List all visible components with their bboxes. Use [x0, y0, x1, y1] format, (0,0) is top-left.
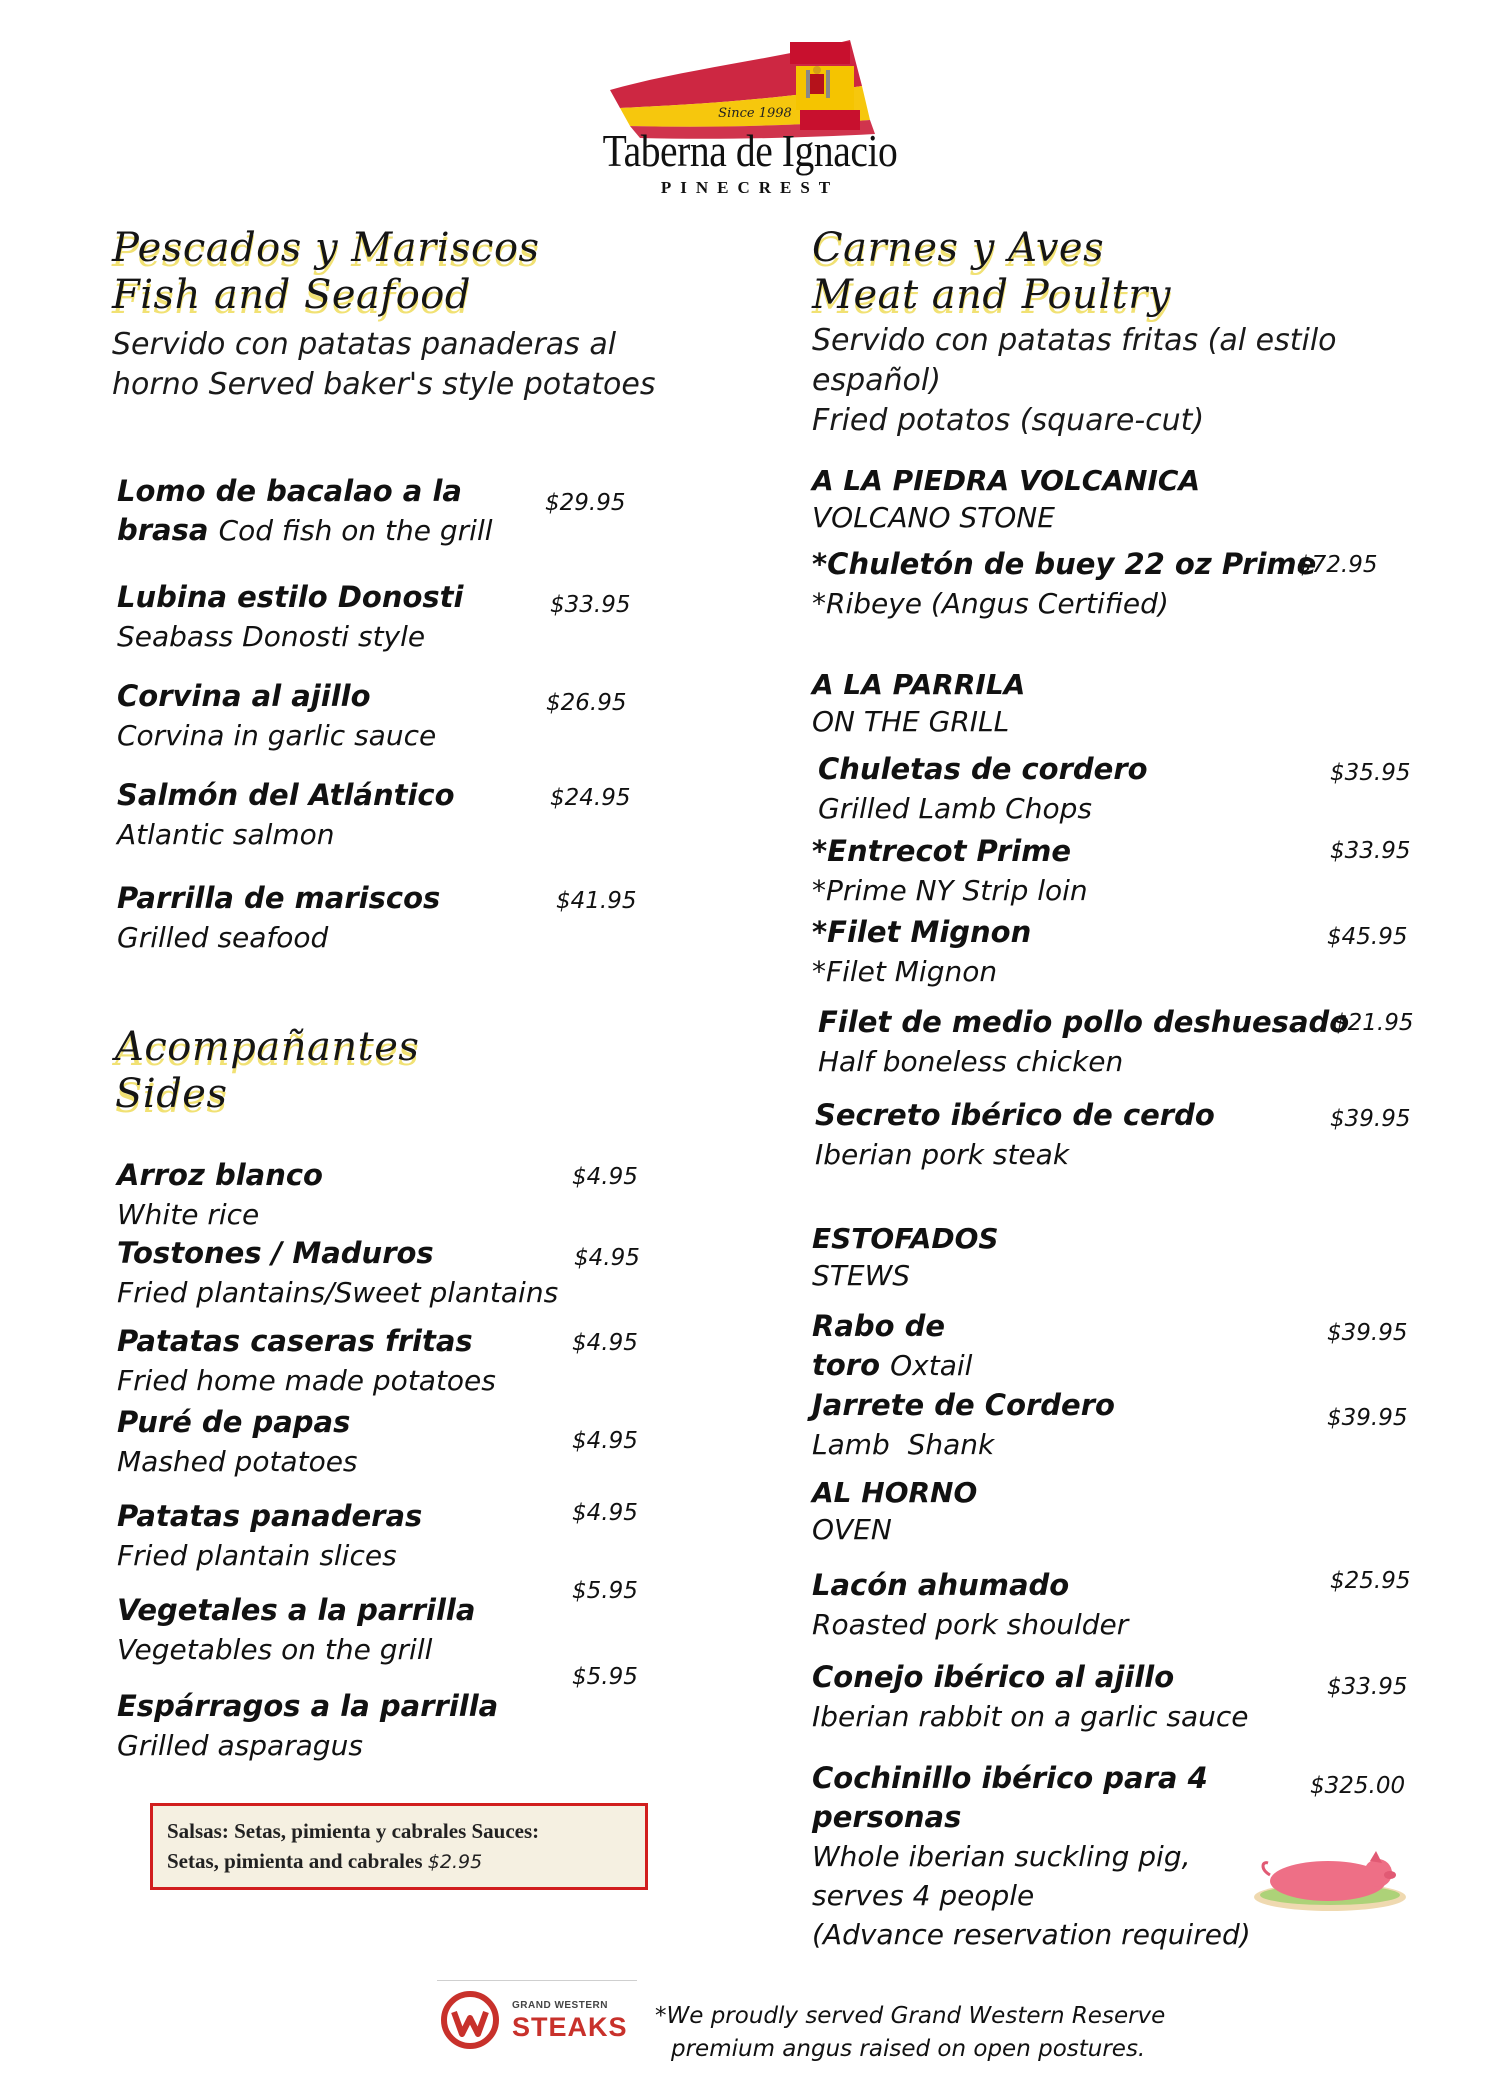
menu-item [812, 1658, 1248, 1736]
sauces-line1: Salsas: Setas, pimienta y cabrales Sauces: [167, 1819, 540, 1843]
fish-note-line1: Servido con patatas panaderas al [112, 327, 617, 362]
item-price: $45.95 [1327, 924, 1408, 950]
category-title: A LA PIEDRA VOLCANICA [812, 464, 1201, 497]
category-volcanic [812, 462, 1200, 536]
item-price: $39.95 [1330, 1106, 1411, 1132]
item-name: Filet de medio pollo deshuesado [818, 1005, 1350, 1039]
grand-western-logo-icon [440, 1990, 500, 2050]
category-title: AL HORNO [812, 1476, 978, 1509]
menu-item [815, 1096, 1215, 1174]
item-price: $4.95 [572, 1428, 638, 1454]
sides-title-en: Sides [115, 1071, 228, 1117]
item-price: $4.95 [574, 1245, 640, 1271]
item-name: Patatas caseras fritas [117, 1324, 473, 1358]
item-name: Lomo de bacalao a la [117, 474, 462, 508]
category-stews [812, 1220, 999, 1294]
item-name: Chuletas de cordero [818, 752, 1148, 786]
item-name: *Entrecot Prime [812, 834, 1072, 868]
item-desc: Fried plantain slices [117, 1539, 397, 1572]
menu-item [117, 1591, 475, 1669]
item-desc: *Filet Mignon [812, 955, 998, 988]
menu-item [818, 750, 1148, 828]
item-desc: Fried plantains/Sweet plantains [117, 1276, 559, 1309]
item-price: $4.95 [572, 1164, 638, 1190]
item-desc: Half boneless chicken [818, 1045, 1124, 1078]
coat-of-arms-icon [806, 66, 830, 98]
menu-item [117, 776, 455, 854]
menu-item [812, 1386, 1115, 1464]
item-name: Salmón del Atlántico [117, 778, 455, 812]
item-name: Secreto ibérico de cerdo [815, 1098, 1215, 1132]
fish-title-en: Fish and Seafood [112, 272, 471, 318]
menu-item [818, 1003, 1349, 1081]
menu-item [117, 879, 440, 957]
item-price: $4.95 [572, 1500, 638, 1526]
item-price: $33.95 [1330, 838, 1411, 864]
item-desc: Grilled Lamb Chops [818, 792, 1092, 825]
item-price: $72.95 [1297, 552, 1378, 578]
item-name: Espárragos a la parrilla [117, 1689, 499, 1723]
item-name: Jarrete de Cordero [812, 1388, 1115, 1422]
item-name: Conejo ibérico al ajillo [812, 1660, 1175, 1694]
category-subtitle: VOLCANO STONE [812, 501, 1055, 534]
item-desc: White rice [117, 1198, 260, 1231]
item-desc: (Advance reservation required) [812, 1918, 1251, 1951]
menu-item [812, 545, 1316, 623]
menu-item [117, 1497, 422, 1575]
item-name-cont: toro [812, 1348, 881, 1382]
footnote [655, 2000, 1215, 2066]
item-price: $41.95 [556, 888, 637, 914]
item-name-cont: brasa [117, 513, 209, 547]
item-desc: Atlantic salmon [117, 818, 335, 851]
footnote-line1: *We proudly served Grand Western Reserve [655, 2003, 1166, 2029]
category-title: A LA PARRILA [812, 668, 1026, 701]
fish-note [112, 325, 672, 405]
footnote-line2: premium angus raised on open postures. [671, 2036, 1146, 2062]
item-name-cont: personas [812, 1800, 962, 1834]
meat-note [812, 321, 1412, 441]
item-price: $29.95 [545, 490, 626, 516]
item-name: Arroz blanco [117, 1158, 323, 1192]
menu-item [812, 1759, 1251, 1954]
item-price: $35.95 [1330, 760, 1411, 786]
fish-note-line2: horno Served baker's style potatoes [112, 367, 656, 402]
item-desc: Roasted pork shoulder [812, 1608, 1129, 1641]
category-subtitle: ON THE GRILL [812, 705, 1010, 738]
menu-item [117, 1156, 323, 1234]
menu-item [117, 1403, 358, 1481]
fish-title-es: Pescados y Mariscos [112, 225, 540, 271]
item-price: $21.95 [1333, 1010, 1414, 1036]
item-price: $5.95 [572, 1578, 638, 1604]
item-desc: Fried home made potatoes [117, 1364, 496, 1397]
item-desc: *Ribeye (Angus Certified) [812, 587, 1169, 620]
menu-item [812, 1566, 1128, 1644]
item-name: Tostones / Maduros [117, 1236, 434, 1270]
menu-item [812, 832, 1088, 910]
category-subtitle: OVEN [812, 1513, 892, 1546]
item-desc: Lamb Shank [812, 1428, 995, 1461]
item-name: Rabo de [812, 1309, 946, 1343]
item-price: $5.95 [572, 1664, 638, 1690]
item-desc: serves 4 people [812, 1879, 1035, 1912]
item-desc: Vegetables on the grill [117, 1633, 433, 1666]
item-price: $4.95 [572, 1330, 638, 1356]
meat-note-line1: Servido con patatas fritas (al estilo [812, 323, 1337, 358]
item-desc: Mashed potatoes [117, 1445, 358, 1478]
sides-title-es: Acompañantes [115, 1024, 420, 1070]
meat-note-line3: Fried potatos (square-cut) [812, 403, 1205, 438]
item-price: $24.95 [550, 785, 631, 811]
item-price: $25.95 [1330, 1568, 1411, 1594]
menu-item [117, 578, 463, 656]
sauces-price: $2.95 [427, 1851, 483, 1873]
gw-brand-top: GRAND WESTERN [512, 2000, 608, 2011]
item-price: $26.95 [546, 690, 627, 716]
item-desc: Seabass Donosti style [117, 620, 426, 653]
item-desc: Iberian rabbit on a garlic sauce [812, 1700, 1249, 1733]
item-desc: *Prime NY Strip loin [812, 874, 1088, 907]
item-name: *Filet Mignon [812, 915, 1032, 949]
item-price: $39.95 [1327, 1405, 1408, 1431]
suckling-pig-icon [1250, 1845, 1410, 1915]
menu-item [117, 472, 493, 550]
fish-section-title [112, 225, 540, 319]
meat-note-line2: español) [812, 363, 941, 398]
item-price: $325.00 [1310, 1773, 1406, 1799]
item-desc: Corvina in garlic sauce [117, 719, 437, 752]
category-title: ESTOFADOS [812, 1222, 999, 1255]
item-desc: Grilled asparagus [117, 1729, 363, 1762]
item-name: Patatas panaderas [117, 1499, 423, 1533]
category-subtitle: STEWS [812, 1259, 911, 1292]
category-oven [812, 1474, 977, 1548]
category-grill [812, 666, 1025, 740]
brand-name: Taberna de Ignacio [602, 125, 898, 176]
item-desc: Oxtail [890, 1349, 973, 1382]
footer-divider [437, 1980, 637, 1981]
sauces-line2: Setas, pimienta and cabrales [167, 1849, 423, 1873]
item-name: Parrilla de mariscos [117, 881, 441, 915]
item-price: $39.95 [1327, 1320, 1408, 1346]
item-price: $33.95 [1327, 1674, 1408, 1700]
item-desc: Iberian pork steak [815, 1138, 1070, 1171]
item-name: Lacón ahumado [812, 1568, 1070, 1602]
sides-section-title [115, 1024, 419, 1118]
brand-location: PINECREST [660, 178, 840, 197]
menu-item [117, 1322, 496, 1400]
since-label: Since 1998 [718, 106, 792, 121]
item-desc: Whole iberian suckling pig, [812, 1840, 1191, 1873]
sauces-box [150, 1803, 648, 1890]
item-name: Lubina estilo Donosti [117, 580, 464, 614]
meat-section-title [812, 225, 1171, 319]
menu-item [812, 1307, 972, 1385]
item-desc: Grilled seafood [117, 921, 329, 954]
item-name: Puré de papas [117, 1405, 351, 1439]
item-name: Cochinillo ibérico para 4 [812, 1761, 1208, 1795]
item-desc: Cod fish on the grill [218, 514, 493, 547]
menu-item [812, 913, 1031, 991]
item-name: *Chuletón de buey 22 oz Prime [812, 547, 1317, 581]
menu-item [117, 1234, 558, 1312]
item-name: Vegetales a la parrilla [117, 1593, 476, 1627]
meat-title-en: Meat and Poultry [812, 272, 1171, 318]
menu-item [117, 1687, 498, 1765]
gw-brand-bottom: STEAKS [512, 2012, 628, 2042]
menu-item [117, 677, 436, 755]
item-price: $33.95 [550, 592, 631, 618]
item-name: Corvina al ajillo [117, 679, 371, 713]
meat-title-es: Carnes y Aves [812, 225, 1105, 271]
